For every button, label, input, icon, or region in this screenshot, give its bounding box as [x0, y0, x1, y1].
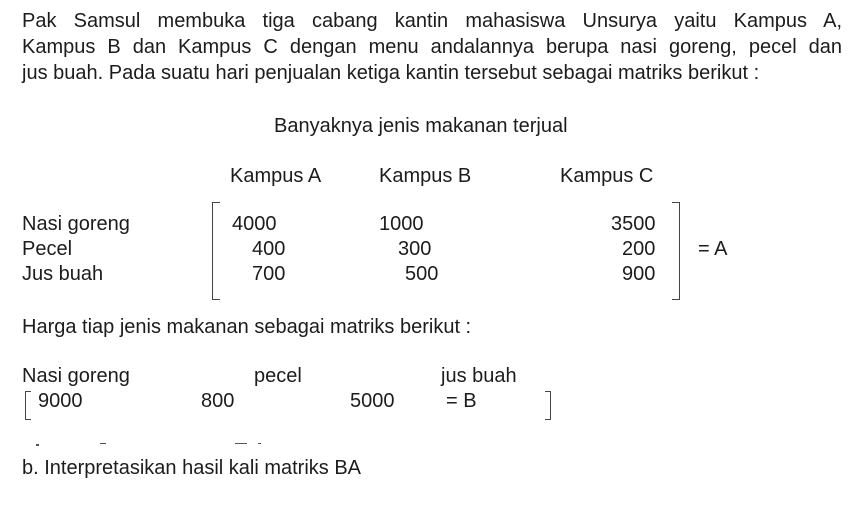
matrix-b-cell: 5000	[350, 390, 395, 412]
intro-line-3: jus buah. Pada suatu hari penjualan ketiga kantin tersebut sebagai matriks berikut :	[22, 62, 760, 84]
question-b: b. Interpretasikan hasil kali matriks BA	[22, 457, 362, 479]
matrix-a-cell: 400	[252, 238, 286, 260]
cutoff-text-fragment	[36, 444, 39, 446]
matrix-a-column-header: Kampus C	[560, 165, 654, 187]
matrix-a-cell: 4000	[232, 213, 277, 235]
cutoff-text-fragment	[100, 443, 106, 444]
matrix-a-cell: 500	[405, 263, 439, 285]
matrix-a-row-label: Nasi goreng	[22, 213, 130, 235]
matrix-a-cell: 700	[252, 263, 286, 285]
matrix-b-left-bracket	[25, 391, 31, 420]
matrix-b-column-header: pecel	[254, 365, 302, 387]
matrix-b-cell: 9000	[38, 390, 83, 412]
matrix-a-column-header: Kampus A	[230, 165, 322, 187]
matrix-a-name: = A	[698, 238, 728, 260]
intro-line-2: Kampus B dan Kampus C dengan menu andalannya berupa nasi goreng, pecel dan	[22, 36, 842, 58]
intro-line-1: Pak Samsul membuka tiga cabang kantin mahasiswa Unsurya yaitu Kampus A,	[22, 10, 842, 32]
matrix-b-column-header: Nasi goreng	[22, 365, 130, 387]
table-caption: Banyaknya jenis makanan terjual	[274, 115, 568, 137]
matrix-a-cell: 900	[622, 263, 656, 285]
matrix-a-column-header: Kampus B	[379, 165, 472, 187]
price-heading: Harga tiap jenis makanan sebagai matriks berikut :	[22, 316, 472, 338]
matrix-a-cell: 1000	[379, 213, 424, 235]
intro-paragraph	[22, 8, 842, 86]
matrix-b-right-bracket	[545, 391, 551, 420]
cutoff-text-fragment	[258, 443, 261, 444]
matrix-a-cell: 200	[622, 238, 656, 260]
matrix-a-row-label: Jus buah	[22, 263, 104, 285]
matrix-a-left-bracket	[212, 202, 220, 300]
matrix-a-cell: 300	[398, 238, 432, 260]
matrix-b-cell: 800	[201, 390, 235, 412]
matrix-b-name: = B	[446, 390, 477, 412]
matrix-a-row-label: Pecel	[22, 238, 73, 260]
cutoff-text-fragment	[235, 443, 247, 444]
matrix-a-cell: 3500	[611, 213, 656, 235]
matrix-b-column-header: jus buah	[441, 365, 517, 387]
matrix-a-right-bracket	[672, 202, 680, 300]
